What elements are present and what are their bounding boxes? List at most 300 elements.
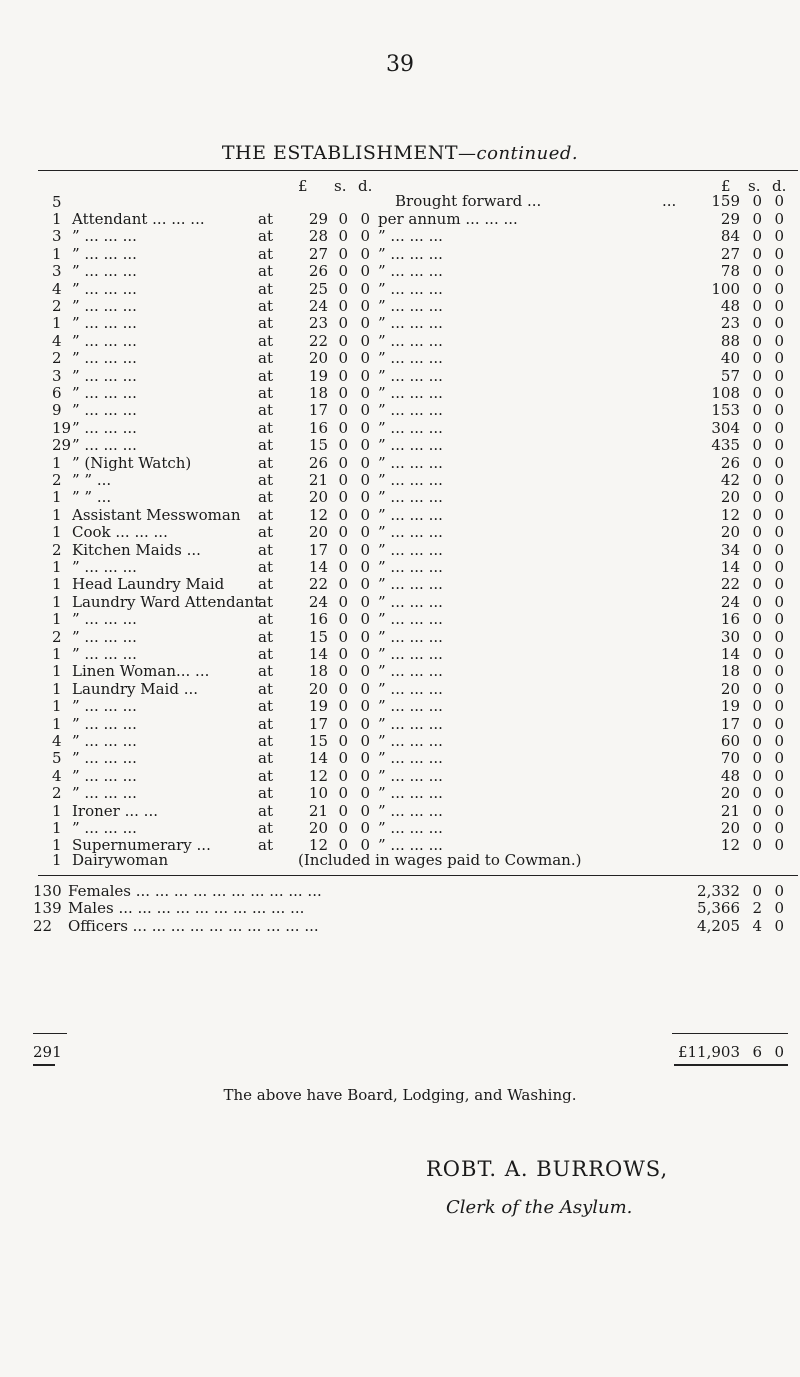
row-rate-pounds: 26 — [308, 262, 328, 281]
row-rate-pence: 0 — [360, 331, 370, 350]
row-total-pence: 0 — [774, 645, 784, 663]
row-at: at — [258, 697, 273, 716]
table-row — [0, 663, 800, 680]
row-rate-shillings: 0 — [338, 471, 348, 489]
row-label: ” ... ... ... — [72, 244, 137, 263]
row-label: Kitchen Maids ... — [72, 540, 201, 559]
row-total-shillings: 0 — [752, 836, 762, 855]
row-total-pounds: 48 — [720, 297, 740, 315]
row-total-pence: 0 — [774, 714, 784, 733]
row-rate-pence: 0 — [360, 244, 370, 263]
row-count: 3 — [52, 262, 62, 281]
row-description: ” ... ... ... — [378, 227, 443, 246]
table-row — [0, 507, 800, 524]
row-count: 19 — [52, 418, 72, 437]
row-total-pounds: 48 — [720, 766, 740, 785]
table-row — [0, 263, 800, 280]
total-rule-right — [672, 1033, 788, 1034]
row-rate-pence: 0 — [360, 714, 370, 733]
row-rate-pounds: 16 — [308, 418, 328, 437]
row-description: ” ... ... ... — [378, 384, 443, 402]
row-total-pounds: 100 — [711, 279, 740, 298]
row-count: 1 — [52, 575, 62, 594]
row-total-pounds: 304 — [711, 418, 740, 437]
row-count: 3 — [52, 227, 62, 246]
row-rate-shillings: 0 — [338, 366, 348, 385]
row-at: at — [258, 210, 273, 228]
row-count: 1 — [52, 244, 62, 263]
row-at: at — [258, 331, 273, 350]
row-label: ” ... ... ... — [72, 436, 137, 455]
row-at: at — [258, 401, 273, 420]
row-rate-pence: 0 — [360, 401, 370, 420]
row-at: at — [258, 297, 273, 315]
top-rule — [38, 170, 798, 171]
row-total-pence: 0 — [774, 819, 784, 837]
row-at: at — [258, 679, 273, 698]
row-label: Ironer ... ... — [72, 801, 158, 820]
row-label: ” ... ... ... — [72, 558, 137, 576]
row-description: ” ... ... ... — [378, 279, 443, 298]
row-label: ” ... ... ... — [72, 314, 137, 333]
row-description: ” ... ... ... — [378, 714, 443, 733]
row-rate-pounds: 14 — [308, 645, 328, 663]
row-total-shillings: 0 — [752, 366, 762, 385]
signature-title: Clerk of the Asylum. — [446, 1197, 633, 1218]
row-total-pounds: 16 — [720, 610, 740, 629]
row-rate-shillings: 0 — [338, 210, 348, 228]
page-number: 39 — [386, 52, 414, 77]
row-total-pence: 0 — [774, 801, 784, 820]
dairywoman-label: Dairywoman — [72, 851, 169, 869]
row-rate-shillings: 0 — [338, 714, 348, 733]
row-total-shillings: 0 — [752, 766, 762, 785]
row-rate-pounds: 10 — [308, 784, 328, 803]
row-total-shillings: 0 — [752, 262, 762, 281]
row-total-pounds: 12 — [720, 836, 740, 855]
row-rate-pounds: 15 — [308, 732, 328, 750]
brought-forward — [0, 193, 800, 210]
row-total-pence: 0 — [774, 523, 784, 542]
row-total-pounds: 21 — [720, 801, 740, 820]
summary-count: 130 — [33, 882, 62, 900]
table-row — [0, 681, 800, 698]
row-total-pence: 0 — [774, 540, 784, 559]
row-at: at — [258, 784, 273, 803]
table-row — [0, 472, 800, 489]
row-total-pence: 0 — [774, 784, 784, 803]
row-label: Laundry Ward Attendant — [72, 592, 261, 611]
row-rate-pence: 0 — [360, 349, 370, 368]
row-total-pounds: 26 — [720, 453, 740, 472]
row-total-pence: 0 — [774, 436, 784, 455]
row-at: at — [258, 575, 273, 594]
row-total-pounds: 27 — [720, 244, 740, 263]
row-total-pence: 0 — [774, 349, 784, 368]
row-total-shillings: 0 — [752, 471, 762, 489]
row-total-pence: 0 — [774, 244, 784, 263]
row-rate-shillings: 0 — [338, 645, 348, 663]
row-label: ” ” ... — [72, 488, 112, 507]
row-total-pence: 0 — [774, 366, 784, 385]
row-at: at — [258, 384, 273, 402]
row-total-pounds: 435 — [711, 436, 740, 455]
summary-row — [0, 900, 800, 917]
row-rate-pounds: 23 — [308, 314, 328, 333]
row-total-shillings: 0 — [752, 540, 762, 559]
row-total-shillings: 0 — [752, 679, 762, 698]
row-rate-pence: 0 — [360, 749, 370, 768]
row-total-pence: 0 — [774, 471, 784, 489]
row-label: ” ... ... ... — [72, 784, 137, 803]
table-row — [0, 437, 800, 454]
row-at: at — [258, 436, 273, 455]
summary-pence: 0 — [774, 916, 784, 935]
row-rate-shillings: 0 — [338, 523, 348, 542]
table-row — [0, 281, 800, 298]
row-label: ” ... ... ... — [72, 627, 137, 646]
header-shilling-right: s. — [748, 177, 761, 195]
row-count: 1 — [52, 697, 62, 716]
row-count: 1 — [52, 662, 62, 681]
summary-amount: 4,205 — [697, 916, 740, 935]
row-at: at — [258, 366, 273, 385]
table-row — [0, 402, 800, 419]
page-title — [0, 142, 800, 164]
row-total-pounds: 70 — [720, 749, 740, 768]
table-row — [0, 211, 800, 228]
row-at: at — [258, 819, 273, 837]
row-count: 1 — [52, 488, 62, 507]
row-label: ” ... ... ... — [72, 418, 137, 437]
table-row — [0, 750, 800, 767]
summary-amount: 2,332 — [697, 882, 740, 900]
row-rate-shillings: 0 — [338, 592, 348, 611]
row-rate-pence: 0 — [360, 610, 370, 629]
row-total-shillings: 0 — [752, 418, 762, 437]
row-total-pounds: 12 — [720, 505, 740, 524]
row-description: ” ... ... ... — [378, 540, 443, 559]
row-total-pence: 0 — [774, 627, 784, 646]
row-rate-shillings: 0 — [338, 662, 348, 681]
row-total-pence: 0 — [774, 488, 784, 507]
table-row — [0, 333, 800, 350]
row-description: ” ... ... ... — [378, 732, 443, 750]
row-rate-pounds: 17 — [308, 401, 328, 420]
row-rate-pounds: 14 — [308, 558, 328, 576]
row-total-pounds: 20 — [720, 819, 740, 837]
row-rate-shillings: 0 — [338, 575, 348, 594]
row-total-pence: 0 — [774, 279, 784, 298]
row-rate-shillings: 0 — [338, 610, 348, 629]
row-label: ” ... ... ... — [72, 262, 137, 281]
row-count: 1 — [52, 645, 62, 663]
row-label: Head Laundry Maid — [72, 575, 225, 594]
row-total-pounds: 20 — [720, 784, 740, 803]
row-rate-pence: 0 — [360, 784, 370, 803]
row-total-shillings: 0 — [752, 819, 762, 837]
row-rate-pounds: 16 — [308, 610, 328, 629]
row-rate-pounds: 22 — [308, 331, 328, 350]
row-at: at — [258, 627, 273, 646]
header-pound-right: £ — [721, 177, 731, 195]
row-count: 1 — [52, 819, 62, 837]
summary-label: Females ... ... ... ... ... ... ... ... ... ... — [68, 882, 322, 900]
row-rate-pounds: 12 — [308, 766, 328, 785]
row-total-shillings: 0 — [752, 558, 762, 576]
row-label: ” ... ... ... — [72, 349, 137, 368]
summary-row — [0, 883, 800, 900]
row-label: ” ... ... ... — [72, 819, 137, 837]
row-label: ” ... ... ... — [72, 714, 137, 733]
row-total-shillings: 0 — [752, 592, 762, 611]
row-total-pence: 0 — [774, 749, 784, 768]
row-total-pence: 0 — [774, 314, 784, 333]
row-label: ” ... ... ... — [72, 297, 137, 315]
row-total-pence: 0 — [774, 836, 784, 855]
row-at: at — [258, 244, 273, 263]
row-total-pounds: 17 — [720, 714, 740, 733]
row-total-pence: 0 — [774, 384, 784, 402]
row-total-shillings: 0 — [752, 505, 762, 524]
row-rate-shillings: 0 — [338, 314, 348, 333]
row-total-pence: 0 — [774, 418, 784, 437]
row-description: ” ... ... ... — [378, 488, 443, 507]
row-total-shillings: 0 — [752, 627, 762, 646]
row-total-pounds: 40 — [720, 349, 740, 368]
row-description: ” ... ... ... — [378, 436, 443, 455]
table-row — [0, 385, 800, 402]
row-total-shillings: 0 — [752, 714, 762, 733]
row-total-pence: 0 — [774, 766, 784, 785]
row-rate-pounds: 18 — [308, 662, 328, 681]
dairywoman-count: 1 — [52, 851, 62, 869]
table-row — [0, 594, 800, 611]
row-rate-pence: 0 — [360, 679, 370, 698]
row-at: at — [258, 558, 273, 576]
row-total-pence: 0 — [774, 227, 784, 246]
row-rate-pounds: 20 — [308, 488, 328, 507]
table-row — [0, 246, 800, 263]
row-total-pence: 0 — [774, 558, 784, 576]
row-rate-pence: 0 — [360, 592, 370, 611]
row-total-pounds: 84 — [720, 227, 740, 246]
row-rate-pounds: 25 — [308, 279, 328, 298]
row-description: ” ... ... ... — [378, 558, 443, 576]
row-label: ” ... ... ... — [72, 279, 137, 298]
row-rate-pence: 0 — [360, 697, 370, 716]
row-description: ” ... ... ... — [378, 610, 443, 629]
row-total-shillings: 0 — [752, 314, 762, 333]
row-at: at — [258, 523, 273, 542]
row-rate-pence: 0 — [360, 297, 370, 315]
row-count: 1 — [52, 558, 62, 576]
row-rate-shillings: 0 — [338, 453, 348, 472]
row-total-pence: 0 — [774, 610, 784, 629]
row-count: 1 — [52, 714, 62, 733]
row-total-shillings: 0 — [752, 453, 762, 472]
row-description: ” ... ... ... — [378, 784, 443, 803]
total-pence: 0 — [774, 1043, 784, 1061]
row-total-pence: 0 — [774, 592, 784, 611]
row-at: at — [258, 349, 273, 368]
row-rate-shillings: 0 — [338, 766, 348, 785]
row-rate-shillings: 0 — [338, 784, 348, 803]
row-description: per annum ... ... ... — [378, 210, 518, 228]
row-rate-pence: 0 — [360, 766, 370, 785]
row-description: ” ... ... ... — [378, 575, 443, 594]
summary-pence: 0 — [774, 899, 784, 918]
row-rate-pounds: 17 — [308, 540, 328, 559]
summary-label: Officers ... ... ... ... ... ... ... ... ... ... — [68, 916, 319, 935]
summary-row — [0, 918, 800, 935]
row-total-pounds: 108 — [711, 384, 740, 402]
row-total-shillings: 0 — [752, 279, 762, 298]
row-at: at — [258, 592, 273, 611]
row-description: ” ... ... ... — [378, 297, 443, 315]
brought-forward-pounds: 159 — [711, 192, 740, 210]
row-rate-pounds: 14 — [308, 749, 328, 768]
summary-amount: 5,366 — [697, 899, 740, 918]
row-description: ” ... ... ... — [378, 523, 443, 542]
row-label: ” ... ... ... — [72, 697, 137, 716]
row-total-pence: 0 — [774, 210, 784, 228]
summary-shillings: 0 — [752, 882, 762, 900]
row-description: ” ... ... ... — [378, 766, 443, 785]
row-rate-pence: 0 — [360, 488, 370, 507]
row-description: ” ... ... ... — [378, 592, 443, 611]
row-at: at — [258, 540, 273, 559]
row-count: 1 — [52, 592, 62, 611]
row-total-pounds: 153 — [711, 401, 740, 420]
row-total-shillings: 0 — [752, 645, 762, 663]
table-row — [0, 716, 800, 733]
row-total-shillings: 0 — [752, 227, 762, 246]
table-row — [0, 315, 800, 332]
row-description: ” ... ... ... — [378, 819, 443, 837]
row-label: ” ... ... ... — [72, 645, 137, 663]
row-at: at — [258, 488, 273, 507]
row-label: ” ... ... ... — [72, 401, 137, 420]
row-rate-shillings: 0 — [338, 627, 348, 646]
row-rate-pounds: 12 — [308, 505, 328, 524]
table-row — [0, 820, 800, 837]
row-label: ” ... ... ... — [72, 331, 137, 350]
row-count: 2 — [52, 471, 62, 489]
row-total-shillings: 0 — [752, 523, 762, 542]
row-total-pence: 0 — [774, 453, 784, 472]
row-count: 1 — [52, 210, 62, 228]
row-rate-shillings: 0 — [338, 505, 348, 524]
header-pound-left: £ — [298, 177, 308, 195]
row-description: ” ... ... ... — [378, 244, 443, 263]
row-rate-pounds: 24 — [308, 592, 328, 611]
row-rate-pounds: 19 — [308, 697, 328, 716]
row-at: at — [258, 766, 273, 785]
row-label: ” ” ... — [72, 471, 112, 489]
row-at: at — [258, 418, 273, 437]
row-count: 1 — [52, 505, 62, 524]
row-rate-pence: 0 — [360, 523, 370, 542]
row-rate-pence: 0 — [360, 540, 370, 559]
summary-shillings: 2 — [752, 899, 762, 918]
row-label: Cook ... ... ... — [72, 523, 168, 542]
row-count: 4 — [52, 766, 62, 785]
row-rate-pounds: 22 — [308, 575, 328, 594]
signature-name: ROBT. A. BURROWS, — [426, 1157, 669, 1181]
brought-forward-label: Brought forward ... — [395, 192, 542, 210]
row-total-pounds: 34 — [720, 540, 740, 559]
header-pence-left: d. — [358, 177, 373, 195]
table-row — [0, 611, 800, 628]
row-total-pence: 0 — [774, 575, 784, 594]
row-total-pence: 0 — [774, 679, 784, 698]
row-label: ” ... ... ... — [72, 227, 137, 246]
row-count: 29 — [52, 436, 72, 455]
row-rate-pounds: 29 — [308, 210, 328, 228]
row-count: 1 — [52, 801, 62, 820]
header-pence-right: d. — [772, 177, 787, 195]
row-rate-pounds: 20 — [308, 679, 328, 698]
row-at: at — [258, 505, 273, 524]
row-description: ” ... ... ... — [378, 697, 443, 716]
row-total-pence: 0 — [774, 662, 784, 681]
row-rate-shillings: 0 — [338, 732, 348, 750]
row-at: at — [258, 645, 273, 663]
row-rate-pounds: 20 — [308, 349, 328, 368]
total-count: 291 — [33, 1043, 62, 1061]
row-total-shillings: 0 — [752, 244, 762, 263]
row-count: 2 — [52, 297, 62, 315]
row-total-shillings: 0 — [752, 662, 762, 681]
row-rate-pence: 0 — [360, 645, 370, 663]
total-amount: £11,903 — [677, 1043, 740, 1061]
table-row — [0, 368, 800, 385]
row-rate-shillings: 0 — [338, 836, 348, 855]
row-at: at — [258, 262, 273, 281]
row-description: ” ... ... ... — [378, 453, 443, 472]
row-count: 2 — [52, 627, 62, 646]
table-row — [0, 542, 800, 559]
dairywoman-note: (Included in wages paid to Cowman.) — [298, 851, 582, 869]
row-label: ” ... ... ... — [72, 610, 137, 629]
row-total-pounds: 88 — [720, 331, 740, 350]
row-rate-shillings: 0 — [338, 349, 348, 368]
total-underline-left — [33, 1064, 55, 1066]
row-rate-pence: 0 — [360, 262, 370, 281]
row-rate-pounds: 28 — [308, 227, 328, 246]
row-description: ” ... ... ... — [378, 627, 443, 646]
row-rate-pence: 0 — [360, 575, 370, 594]
row-total-pounds: 14 — [720, 645, 740, 663]
row-total-pounds: 24 — [720, 592, 740, 611]
row-label: ” (Night Watch) — [72, 453, 192, 472]
row-rate-pence: 0 — [360, 436, 370, 455]
row-rate-pounds: 24 — [308, 297, 328, 315]
table-row — [0, 785, 800, 802]
row-rate-pounds: 15 — [308, 627, 328, 646]
summary-count: 139 — [33, 899, 62, 918]
row-total-shillings: 0 — [752, 610, 762, 629]
row-total-shillings: 0 — [752, 331, 762, 350]
brought-forward-pence: 0 — [774, 192, 784, 210]
row-rate-shillings: 0 — [338, 819, 348, 837]
row-label: Linen Woman... ... — [72, 662, 210, 681]
row-count: 1 — [52, 610, 62, 629]
row-rate-pence: 0 — [360, 662, 370, 681]
row-total-pence: 0 — [774, 297, 784, 315]
table-row — [0, 576, 800, 593]
